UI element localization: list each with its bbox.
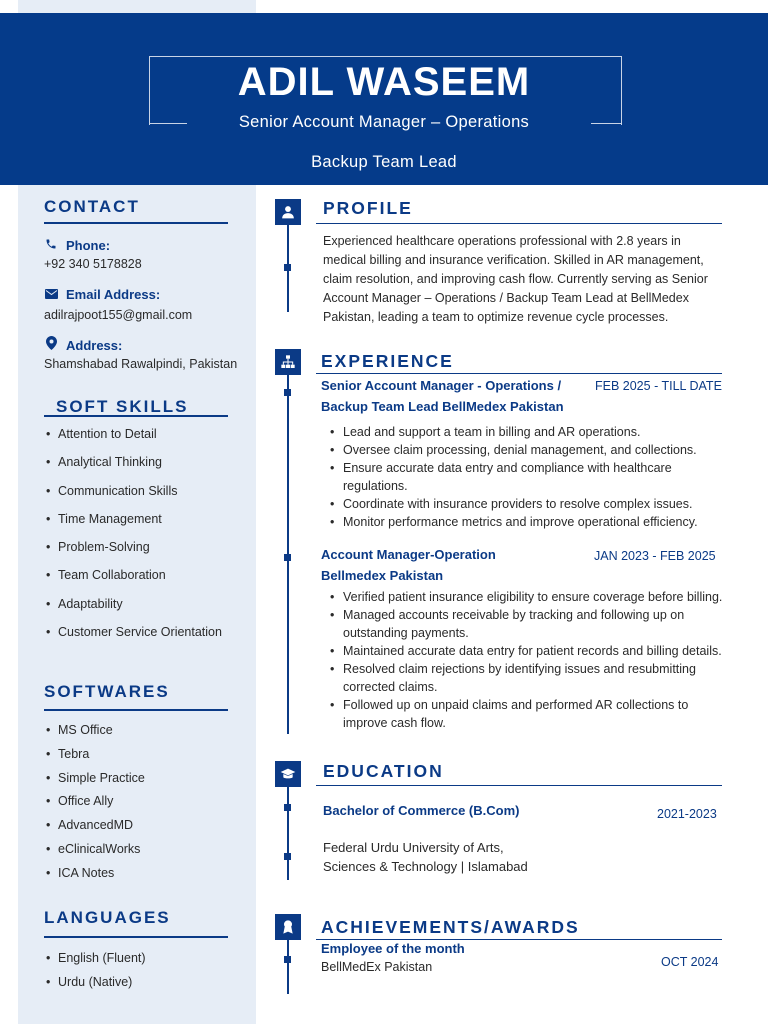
education-date: 2021-2023 — [657, 807, 717, 821]
timeline-dot — [284, 956, 291, 963]
list-item: • Managed accounts receivable by tracking and following up on outstanding payments. — [330, 606, 723, 642]
contact-heading: CONTACT — [44, 197, 140, 216]
soft-skills-heading: SOFT SKILLS — [56, 397, 189, 416]
job-company: Backup Team Lead BellMedex Pakistan — [321, 399, 564, 414]
list-item: • Urdu (Native) — [46, 975, 146, 999]
person-icon — [275, 199, 301, 225]
list-item: • Office Ally — [46, 794, 145, 818]
list-item: • Resolved claim rejections by identifying issues and resubmitting corrected claims. — [330, 660, 733, 696]
map-pin-icon — [44, 336, 58, 353]
languages-divider — [44, 936, 228, 938]
job-role: Senior Account Manager – Operations — [238, 113, 530, 131]
list-item: • Verified patient insurance eligibility to ensure coverage before billing. — [330, 588, 750, 606]
list-item: • Customer Service Orientation — [46, 625, 222, 653]
org-chart-icon — [275, 349, 301, 375]
softwares-list — [46, 723, 145, 890]
experience-heading: EXPERIENCE — [321, 351, 454, 371]
list-item: • Simple Practice — [46, 771, 145, 795]
phone-label: Phone: — [66, 238, 111, 253]
softwares-divider — [44, 709, 228, 711]
job-date: JAN 2023 - FEB 2025 — [594, 549, 716, 563]
list-item: • Maintained accurate data entry for patient records and billing details. — [330, 642, 750, 660]
education-heading: EDUCATION — [323, 761, 444, 781]
list-item: • Time Management — [46, 512, 222, 540]
list-item: • Followed up on unpaid claims and performed AR collections to improve cash flow. — [330, 696, 733, 732]
timeline-dot — [284, 804, 291, 811]
list-item: • Coordinate with insurance providers to resolve complex issues. — [330, 495, 750, 513]
list-item: • Analytical Thinking — [46, 455, 222, 483]
profile-summary: Experienced healthcare operations professional with 2.8 years in medical billing and insurance verification. Skilled in AR management, claim resolution, and improving cash flow. Currently serving as Senior Account Manager – Operations / Backup Team Lead at BellMedex Pakistan, leading a team to optimize revenue cycle processes. — [323, 234, 708, 324]
list-item: • ICA Notes — [46, 866, 145, 890]
list-item: • Lead and support a team in billing and AR operations. — [330, 423, 750, 441]
envelope-icon — [44, 287, 58, 302]
list-item: • Attention to Detail — [46, 427, 222, 455]
email-value: adilrajpoot155@gmail.com — [44, 308, 193, 322]
list-item: • Tebra — [46, 747, 145, 771]
list-item: • AdvancedMD — [46, 818, 145, 842]
job-title: Senior Account Manager - Operations / — [321, 378, 562, 393]
list-item: • eClinicalWorks — [46, 842, 145, 866]
list-item: • Monitor performance metrics and improve operational efficiency. — [330, 513, 750, 531]
profile-heading: PROFILE — [323, 198, 413, 218]
timeline-dot — [284, 853, 291, 860]
phone-label-row — [44, 238, 110, 253]
job-date: FEB 2025 - TILL DATE — [595, 379, 722, 393]
phone-value: +92 340 5178828 — [44, 257, 142, 271]
award-date: OCT 2024 — [661, 955, 719, 969]
languages-heading: LANGUAGES — [44, 908, 171, 927]
profile-divider — [316, 223, 722, 224]
list-item: • Team Collaboration — [46, 568, 222, 596]
award-org: BellMedEx Pakistan — [321, 960, 433, 974]
list-item: • English (Fluent) — [46, 951, 146, 975]
job-duties-list — [330, 423, 750, 531]
candidate-name: ADIL WASEEM — [237, 60, 531, 104]
address-label-row — [44, 336, 122, 353]
job-company: Bellmedex Pakistan — [321, 568, 444, 583]
list-item: • Ensure accurate data entry and compliance with healthcare regulations. — [330, 459, 713, 495]
timeline-dot — [284, 389, 291, 396]
list-item: • Problem-Solving — [46, 540, 222, 568]
email-label-row — [44, 287, 160, 302]
experience-divider — [316, 373, 722, 374]
email-label: Email Address: — [66, 287, 161, 302]
job-duties-list — [330, 588, 750, 732]
award-icon — [275, 914, 301, 940]
awards-heading: ACHIEVEMENTS/AWARDS — [321, 917, 580, 937]
timeline-line — [287, 938, 289, 994]
address-label: Address: — [66, 338, 123, 353]
phone-icon — [44, 238, 58, 253]
soft-skills-list — [46, 427, 222, 653]
address-value: Shamshabad Rawalpindi, Pakistan — [44, 357, 238, 371]
education-divider — [316, 785, 722, 786]
timeline-dot — [284, 554, 291, 561]
timeline-dot — [284, 264, 291, 271]
languages-list — [46, 951, 146, 999]
list-item: • MS Office — [46, 723, 145, 747]
graduation-cap-icon — [275, 761, 301, 787]
award-title: Employee of the month — [321, 941, 465, 956]
list-item: • Adaptability — [46, 597, 222, 625]
contact-divider — [44, 222, 228, 224]
degree-title: Bachelor of Commerce (B.Com) — [323, 803, 520, 818]
list-item: • Oversee claim processing, denial management, and collections. — [330, 441, 750, 459]
job-role-secondary: Backup Team Lead — [311, 153, 457, 171]
institution-name: Federal Urdu University of Arts, Sciences & Technology | Islamabad — [323, 840, 528, 874]
job-title: Account Manager-Operation — [321, 547, 496, 562]
soft-skills-divider — [44, 415, 228, 417]
list-item: • Communication Skills — [46, 484, 222, 512]
softwares-heading: SOFTWARES — [44, 682, 170, 701]
timeline-line — [287, 784, 289, 880]
